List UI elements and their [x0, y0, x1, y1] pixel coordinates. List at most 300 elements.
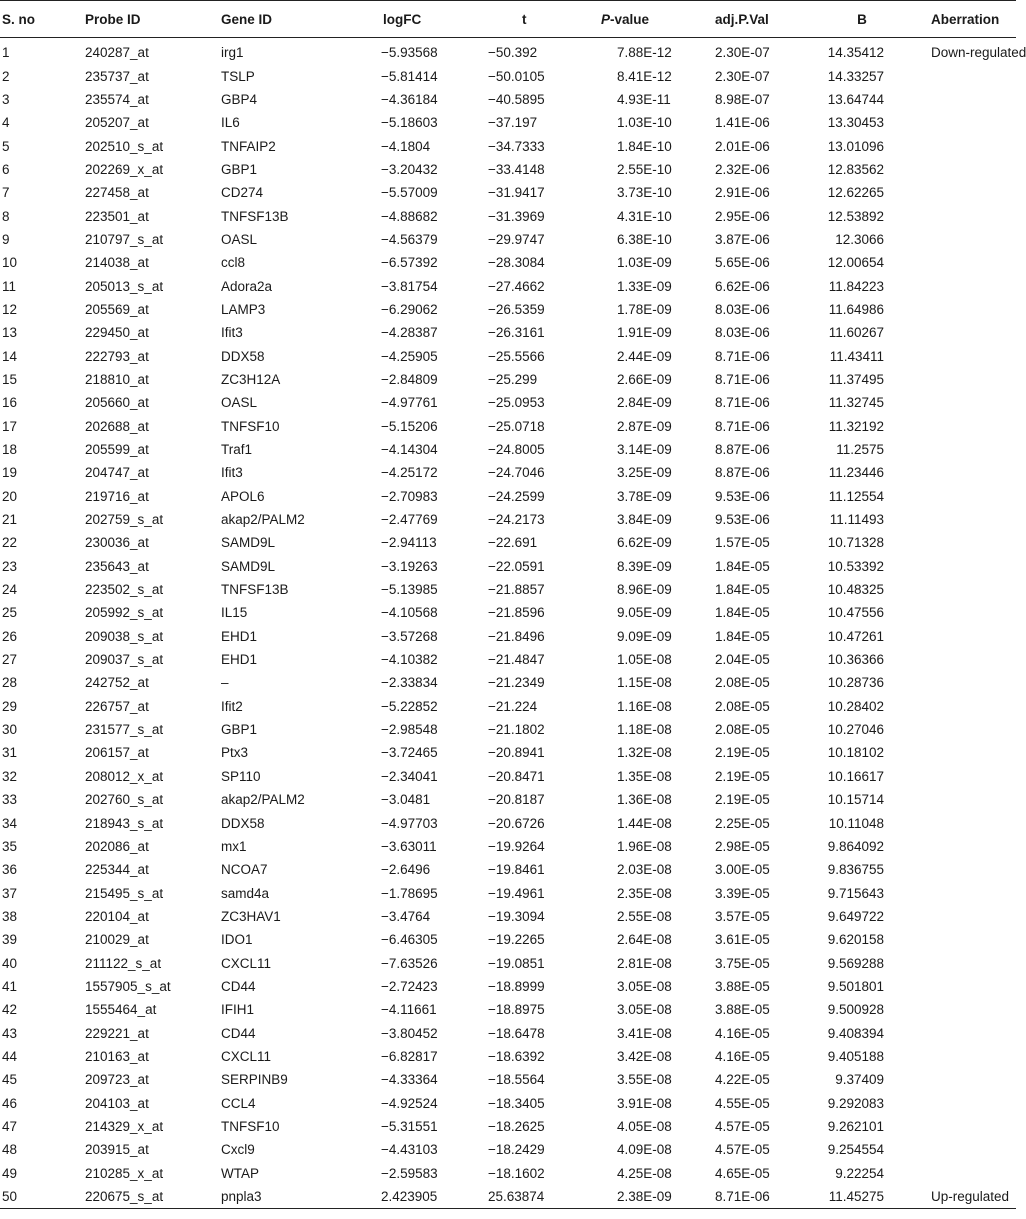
cell-logfc: −4.14304 [381, 442, 438, 458]
table-row [0, 648, 1016, 671]
cell-probe-id: 204103_at [85, 1095, 149, 1111]
table-row [0, 438, 1016, 461]
cell-pvalue: 1.84E-10 [617, 138, 672, 154]
cell-probe-id: 209038_s_at [85, 628, 164, 644]
cell-probe-id: 223501_at [85, 208, 149, 224]
cell-sno: 40 [2, 955, 18, 971]
cell-gene-id: Ifit3 [221, 465, 243, 481]
cell-logfc: −3.63011 [381, 838, 437, 854]
cell-sno: 9 [2, 231, 10, 247]
table-row [0, 64, 1016, 87]
cell-gene-id: IL6 [221, 115, 240, 131]
cell-t: −18.2429 [488, 1142, 545, 1158]
cell-sno: 49 [2, 1165, 18, 1181]
cell-probe-id: 218810_at [85, 371, 149, 387]
cell-b: 14.35412 [827, 45, 884, 61]
cell-t: −21.1802 [488, 722, 545, 738]
cell-logfc: −4.97761 [381, 395, 438, 411]
cell-probe-id: 205569_at [85, 301, 149, 317]
cell-t: −18.3405 [488, 1095, 545, 1111]
cell-pvalue: 1.32E-08 [617, 745, 672, 761]
cell-logfc: −3.72465 [381, 745, 438, 761]
cell-adjp: 2.30E-07 [715, 68, 770, 84]
cell-pvalue: 2.03E-08 [617, 862, 672, 878]
cell-probe-id: 202759_s_at [85, 512, 164, 528]
cell-logfc: −4.43103 [381, 1142, 438, 1158]
cell-pvalue: 1.78E-09 [617, 301, 672, 317]
cell-probe-id: 222793_at [85, 348, 149, 364]
table-row [0, 1021, 1016, 1044]
cell-adjp: 8.71E-06 [715, 418, 770, 434]
cell-logfc: −5.22852 [381, 698, 438, 714]
cell-gene-id: GBP1 [221, 722, 258, 738]
cell-probe-id: 242752_at [85, 675, 149, 691]
table-body [0, 38, 1026, 1209]
cell-pvalue: 9.09E-09 [617, 628, 672, 644]
cell-logfc: −2.34041 [381, 768, 438, 784]
cell-gene-id: irg1 [221, 45, 244, 61]
cell-gene-id: TNFSF13B [221, 208, 289, 224]
cell-gene-id: TNFSF10 [221, 418, 280, 434]
cell-logfc: −3.4764 [381, 908, 431, 924]
cell-adjp: 8.87E-06 [715, 442, 770, 458]
cell-sno: 25 [2, 605, 18, 621]
cell-sno: 15 [2, 371, 18, 387]
cell-aberration [931, 391, 1016, 414]
cell-pvalue: 1.36E-08 [617, 792, 672, 808]
cell-probe-id: 225344_at [85, 862, 149, 878]
cell-adjp: 3.88E-05 [715, 1002, 770, 1018]
cell-probe-id: 229450_at [85, 325, 149, 341]
cell-b: 10.27046 [827, 722, 884, 738]
cell-sno: 47 [2, 1118, 18, 1134]
cell-gene-id: SERPINB9 [221, 1072, 288, 1088]
cell-logfc: −4.10382 [381, 652, 438, 668]
table-row [0, 1115, 1016, 1138]
cell-t: −20.8471 [488, 768, 545, 784]
cell-probe-id: 230036_at [85, 535, 149, 551]
cell-pvalue: 7.88E-12 [617, 45, 672, 61]
table-row [0, 134, 1016, 157]
cell-pvalue: 2.84E-09 [617, 395, 672, 411]
cell-t: −34.7333 [488, 138, 545, 154]
cell-aberration [931, 788, 1016, 811]
cell-adjp: 4.57E-05 [715, 1142, 770, 1158]
cell-aberration [931, 158, 1016, 181]
cell-gene-id: SAMD9L [221, 535, 276, 551]
table-row [0, 415, 1016, 438]
cell-probe-id: 235737_at [85, 68, 149, 84]
table-row [0, 1185, 1016, 1209]
cell-t: −21.8496 [488, 628, 545, 644]
cell-adjp: 2.98E-05 [715, 838, 770, 854]
cell-pvalue: 2.38E-09 [617, 1189, 672, 1205]
header-pvalue-rest: -value [610, 11, 650, 27]
cell-gene-id: mx1 [221, 838, 247, 854]
cell-probe-id: 211122_s_at [85, 955, 162, 971]
cell-b: 12.3066 [835, 231, 884, 247]
table-row [0, 555, 1016, 578]
cell-logfc: −4.10568 [381, 605, 438, 621]
cell-pvalue: 4.93E-11 [617, 91, 671, 107]
cell-adjp: 1.84E-05 [715, 582, 770, 598]
cell-pvalue: 1.03E-09 [617, 255, 672, 271]
cell-gene-id: TNFSF13B [221, 582, 289, 598]
table-row [0, 228, 1016, 251]
cell-sno: 8 [2, 208, 10, 224]
cell-adjp: 1.41E-06 [715, 115, 770, 131]
cell-aberration [931, 204, 1016, 227]
cell-b: 11.23446 [828, 465, 884, 481]
cell-logfc: 2.423905 [381, 1189, 438, 1205]
cell-pvalue: 2.87E-09 [617, 418, 672, 434]
table-row [0, 695, 1016, 718]
header-pvalue-italic: P [601, 11, 611, 27]
cell-aberration [931, 228, 1016, 251]
cell-sno: 41 [2, 978, 18, 994]
cell-probe-id: 214038_at [85, 255, 149, 271]
cell-probe-id: 205599_at [85, 442, 149, 458]
cell-sno: 24 [2, 582, 18, 598]
cell-aberration [931, 998, 1016, 1021]
table-row [0, 368, 1016, 391]
cell-sno: 2 [2, 68, 10, 84]
cell-gene-id: Cxcl9 [221, 1142, 255, 1158]
cell-aberration [931, 274, 1016, 297]
cell-t: −25.0718 [488, 418, 545, 434]
table-row [0, 274, 1016, 297]
cell-probe-id: 226757_at [85, 698, 149, 714]
cell-sno: 33 [2, 792, 18, 808]
cell-b: 9.22254 [835, 1165, 884, 1181]
table-row [0, 765, 1016, 788]
cell-adjp: 9.53E-06 [715, 512, 770, 528]
cell-t: −20.6726 [488, 815, 545, 831]
cell-gene-id: GBP1 [221, 161, 258, 177]
cell-pvalue: 1.18E-08 [617, 722, 672, 738]
cell-t: −18.6392 [488, 1048, 545, 1064]
cell-gene-id: EHD1 [221, 628, 258, 644]
table-row [0, 625, 1016, 648]
cell-sno: 44 [2, 1048, 18, 1064]
cell-b: 9.501801 [827, 978, 884, 994]
cell-b: 9.408394 [827, 1025, 884, 1041]
cell-adjp: 3.87E-06 [715, 231, 770, 247]
cell-sno: 48 [2, 1142, 18, 1158]
cell-sno: 20 [2, 488, 18, 504]
cell-probe-id: 205207_at [85, 115, 149, 131]
cell-probe-id: 206157_at [85, 745, 149, 761]
cell-b: 12.00654 [827, 255, 884, 271]
cell-probe-id: 231577_s_at [85, 722, 164, 738]
cell-aberration [931, 671, 1016, 694]
cell-pvalue: 1.15E-08 [617, 675, 672, 691]
cell-adjp: 2.19E-05 [715, 768, 770, 784]
cell-t: −18.5564 [488, 1072, 545, 1088]
cell-logfc: −3.80452 [381, 1025, 438, 1041]
cell-t: −22.691 [488, 535, 538, 551]
cell-sno: 7 [2, 185, 10, 201]
cell-t: −25.5566 [488, 348, 545, 364]
cell-gene-id: TSLP [221, 68, 255, 84]
cell-gene-id: OASL [221, 395, 258, 411]
cell-pvalue: 4.05E-08 [617, 1118, 672, 1134]
cell-aberration [931, 555, 1016, 578]
cell-sno: 23 [2, 558, 18, 574]
cell-pvalue: 3.14E-09 [617, 442, 672, 458]
cell-aberration [931, 601, 1016, 624]
cell-probe-id: 223502_s_at [85, 582, 164, 598]
cell-aberration [931, 648, 1016, 671]
cell-gene-id: CCL4 [221, 1095, 256, 1111]
cell-sno: 5 [2, 138, 10, 154]
cell-sno: 32 [2, 768, 18, 784]
cell-logfc: −3.19263 [381, 558, 438, 574]
cell-aberration: Up-regulated [931, 1189, 1010, 1205]
cell-aberration [931, 718, 1016, 741]
cell-b: 10.15714 [827, 792, 884, 808]
cell-adjp: 8.87E-06 [715, 465, 770, 481]
cell-aberration [931, 1162, 1016, 1185]
cell-b: 10.47556 [827, 605, 884, 621]
table-row [0, 88, 1016, 111]
cell-probe-id: 220675_s_at [85, 1189, 164, 1205]
cell-gene-id: Ifit3 [221, 325, 243, 341]
cell-b: 11.64986 [828, 301, 884, 317]
header-sno: S. no [2, 11, 35, 27]
cell-sno: 1 [2, 45, 10, 61]
table-row [0, 485, 1016, 508]
cell-sno: 38 [2, 908, 18, 924]
cell-probe-id: 208012_x_at [85, 768, 164, 784]
cell-logfc: −6.82817 [381, 1048, 438, 1064]
cell-b: 9.569288 [827, 955, 884, 971]
cell-probe-id: 203915_at [85, 1142, 149, 1158]
cell-gene-id: IDO1 [221, 932, 253, 948]
cell-logfc: −2.6496 [381, 862, 431, 878]
table-row [0, 251, 1016, 274]
cell-gene-id: CXCL11 [221, 1048, 272, 1064]
cell-aberration [931, 111, 1016, 134]
cell-pvalue: 2.55E-08 [617, 908, 672, 924]
cell-probe-id: 214329_x_at [85, 1118, 164, 1134]
table-row [0, 1045, 1016, 1068]
cell-pvalue: 1.33E-09 [617, 278, 672, 294]
table-row [0, 461, 1016, 484]
cell-sno: 29 [2, 698, 18, 714]
cell-adjp: 6.62E-06 [715, 278, 770, 294]
cell-b: 12.53892 [827, 208, 884, 224]
cell-aberration [931, 1068, 1016, 1091]
cell-b: 10.11048 [828, 815, 884, 831]
cell-b: 10.28736 [827, 675, 884, 691]
cell-sno: 45 [2, 1072, 18, 1088]
table-row [0, 111, 1016, 134]
cell-logfc: −6.57392 [381, 255, 438, 271]
cell-probe-id: 202760_s_at [85, 792, 164, 808]
cell-logfc: −3.57268 [381, 628, 438, 644]
cell-aberration [931, 1138, 1016, 1161]
cell-adjp: 8.71E-06 [715, 348, 770, 364]
cell-t: −19.8461 [488, 862, 545, 878]
header-probe-id: Probe ID [85, 11, 141, 27]
cell-logfc: −2.59583 [381, 1165, 438, 1181]
cell-gene-id: IL15 [221, 605, 248, 621]
cell-aberration [931, 531, 1016, 554]
cell-sno: 21 [2, 512, 18, 528]
cell-aberration [931, 438, 1016, 461]
table-row [0, 38, 1016, 65]
cell-adjp: 2.32E-06 [715, 161, 770, 177]
cell-pvalue: 4.25E-08 [617, 1165, 672, 1181]
cell-aberration [931, 485, 1016, 508]
cell-gene-id: Traf1 [221, 442, 253, 458]
cell-pvalue: 3.73E-10 [617, 185, 672, 201]
cell-pvalue: 1.03E-10 [617, 115, 672, 131]
cell-pvalue: 4.31E-10 [617, 208, 672, 224]
cell-gene-id: TNFAIP2 [221, 138, 276, 154]
cell-pvalue: 3.91E-08 [617, 1095, 672, 1111]
cell-gene-id: akap2/PALM2 [221, 792, 305, 808]
cell-gene-id: Ptx3 [221, 745, 249, 761]
cell-sno: 4 [2, 115, 10, 131]
cell-gene-id: ZC3HAV1 [221, 908, 281, 924]
cell-b: 9.715643 [827, 885, 884, 901]
cell-adjp: 4.16E-05 [715, 1048, 770, 1064]
cell-b: 12.83562 [827, 161, 884, 177]
cell-pvalue: 3.05E-08 [617, 1002, 672, 1018]
cell-adjp: 1.84E-05 [715, 605, 770, 621]
cell-t: −19.0851 [488, 955, 545, 971]
cell-gene-id: samd4a [221, 885, 270, 901]
cell-sno: 28 [2, 675, 18, 691]
cell-t: −28.3084 [488, 255, 545, 271]
cell-logfc: −5.18603 [381, 115, 438, 131]
cell-sno: 12 [2, 301, 18, 317]
table-row [0, 811, 1016, 834]
cell-probe-id: 205660_at [85, 395, 149, 411]
cell-logfc: −1.78695 [381, 885, 438, 901]
cell-aberration [931, 88, 1016, 111]
cell-t: −21.2349 [488, 675, 545, 691]
table-row [0, 344, 1016, 367]
cell-b: 9.405188 [827, 1048, 884, 1064]
cell-aberration [931, 415, 1016, 438]
cell-pvalue: 1.35E-08 [617, 768, 672, 784]
table-row [0, 788, 1016, 811]
cell-gene-id: Adora2a [221, 278, 273, 294]
cell-adjp: 2.08E-05 [715, 722, 770, 738]
cell-probe-id: 240287_at [85, 45, 149, 61]
cell-adjp: 3.39E-05 [715, 885, 770, 901]
cell-sno: 37 [2, 885, 18, 901]
cell-t: −20.8187 [488, 792, 545, 808]
cell-adjp: 1.57E-05 [715, 535, 770, 551]
cell-adjp: 2.95E-06 [715, 208, 770, 224]
cell-sno: 22 [2, 535, 18, 551]
cell-probe-id: 209037_s_at [85, 652, 164, 668]
cell-t: −24.8005 [488, 442, 545, 458]
cell-gene-id: pnpla3 [221, 1189, 262, 1205]
cell-probe-id: 202086_at [85, 838, 149, 854]
cell-aberration [931, 625, 1016, 648]
cell-logfc: −4.11661 [381, 1002, 437, 1018]
cell-probe-id: 220104_at [85, 908, 149, 924]
cell-b: 10.53392 [827, 558, 884, 574]
cell-b: 13.64744 [827, 91, 884, 107]
header-t: t [522, 11, 527, 27]
cell-gene-id: NCOA7 [221, 862, 268, 878]
cell-t: −25.0953 [488, 395, 545, 411]
cell-aberration [931, 975, 1016, 998]
cell-t: −26.5359 [488, 301, 545, 317]
table-row [0, 158, 1016, 181]
cell-sno: 36 [2, 862, 18, 878]
cell-adjp: 2.08E-05 [715, 675, 770, 691]
cell-t: −19.4961 [488, 885, 545, 901]
cell-sno: 31 [2, 745, 18, 761]
cell-adjp: 2.08E-05 [715, 698, 770, 714]
cell-logfc: −3.81754 [381, 278, 438, 294]
cell-t: −40.5895 [488, 91, 545, 107]
cell-aberration [931, 461, 1016, 484]
cell-t: −50.0105 [488, 68, 545, 84]
cell-gene-id: ccl8 [221, 255, 246, 271]
cell-adjp: 1.84E-05 [715, 628, 770, 644]
cell-t: −33.4148 [488, 161, 545, 177]
cell-t: 25.63874 [488, 1189, 545, 1205]
cell-probe-id: 209723_at [85, 1072, 149, 1088]
header-pvalue [588, 1, 694, 38]
cell-aberration [931, 905, 1016, 928]
header-row [0, 1, 1016, 38]
cell-t: −24.2173 [488, 512, 545, 528]
cell-aberration [931, 321, 1016, 344]
cell-pvalue: 3.55E-08 [617, 1072, 672, 1088]
header-gene-id: Gene ID [221, 11, 273, 27]
cell-probe-id: 210029_at [85, 932, 149, 948]
cell-aberration [931, 835, 1016, 858]
cell-sno: 19 [2, 465, 18, 481]
cell-sno: 11 [2, 278, 17, 294]
cell-gene-id: APOL6 [221, 488, 265, 504]
cell-b: 10.16617 [827, 768, 884, 784]
table-row [0, 1091, 1016, 1114]
cell-probe-id: 215495_s_at [85, 885, 164, 901]
cell-b: 11.32192 [828, 418, 884, 434]
cell-t: −19.2265 [488, 932, 545, 948]
cell-aberration [931, 298, 1016, 321]
cell-gene-id: WTAP [221, 1165, 259, 1181]
table-row [0, 905, 1016, 928]
cell-sno: 30 [2, 722, 18, 738]
cell-probe-id: 202269_x_at [85, 161, 164, 177]
cell-gene-id: OASL [221, 231, 258, 247]
cell-logfc: −4.97703 [381, 815, 438, 831]
cell-aberration [931, 251, 1016, 274]
cell-adjp: 8.03E-06 [715, 301, 770, 317]
cell-logfc: −5.81414 [381, 68, 438, 84]
cell-aberration [931, 951, 1016, 974]
cell-gene-id: LAMP3 [221, 301, 266, 317]
cell-probe-id: 202510_s_at [85, 138, 164, 154]
cell-b: 10.48325 [827, 582, 884, 598]
cell-probe-id: 205992_s_at [85, 605, 164, 621]
cell-gene-id: CD44 [221, 978, 256, 994]
cell-probe-id: 235574_at [85, 91, 149, 107]
cell-probe-id: 205013_s_at [85, 278, 164, 294]
table-row [0, 1068, 1016, 1091]
